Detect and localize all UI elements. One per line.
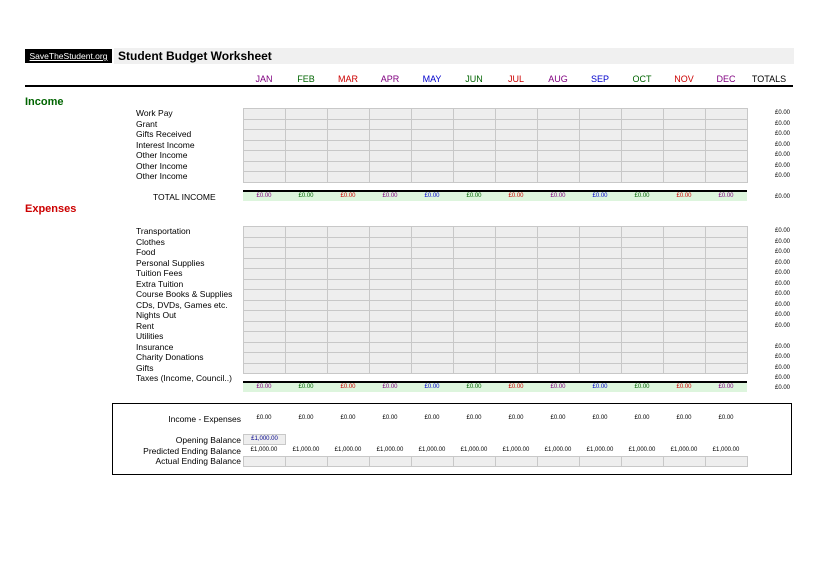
- net-value: £0.00: [382, 415, 398, 421]
- net-value: £0.00: [550, 415, 566, 421]
- expense-row-total: £0.00: [774, 343, 790, 350]
- predicted-balance-value: £1,000.00: [502, 447, 530, 453]
- expense-month-total: £0.00: [298, 384, 314, 390]
- expense-cell[interactable]: [453, 363, 496, 375]
- income-cell[interactable]: [369, 171, 412, 183]
- expense-cell[interactable]: [705, 363, 748, 375]
- expense-row-total: £0.00: [774, 259, 790, 266]
- month-header-jul: JUL: [507, 74, 524, 84]
- expense-row-total: £0.00: [774, 301, 790, 308]
- income-row-label: Other Income: [136, 171, 188, 181]
- income-cell[interactable]: [327, 171, 370, 183]
- expense-row-total: £0.00: [774, 238, 790, 245]
- expense-month-total: £0.00: [508, 384, 524, 390]
- net-value: £0.00: [592, 415, 608, 421]
- expense-cell[interactable]: [285, 363, 328, 375]
- income-row-total: £0.00: [774, 152, 790, 158]
- net-value: £0.00: [340, 415, 356, 421]
- actual-balance-cell[interactable]: [327, 456, 370, 467]
- expense-row-total: £0.00: [774, 354, 790, 360]
- expense-row-label: Nights Out: [136, 310, 177, 320]
- header-divider: [25, 85, 793, 87]
- income-row-total: £0.00: [774, 141, 790, 148]
- actual-balance-cell[interactable]: [537, 456, 580, 467]
- income-heading: Income: [25, 96, 64, 108]
- month-header-mar: MAR: [338, 74, 358, 84]
- net-value: £0.00: [298, 415, 314, 421]
- expense-month-total: £0.00: [466, 384, 482, 390]
- net-value: £0.00: [676, 415, 692, 421]
- predicted-balance-value: £1,000.00: [670, 447, 698, 453]
- net-value: £0.00: [466, 415, 482, 421]
- expense-row-total: £0.00: [774, 249, 790, 255]
- totals-header: TOTALS: [751, 74, 787, 84]
- income-row-label: Interest Income: [136, 139, 195, 150]
- predicted-balance-value: £1,000.00: [460, 447, 488, 453]
- expense-cell[interactable]: [327, 363, 370, 375]
- actual-balance-cell[interactable]: [411, 456, 454, 467]
- income-cell[interactable]: [243, 171, 286, 183]
- income-row-total: £0.00: [774, 131, 790, 137]
- actual-ending-balance-label: Actual Ending Balance: [155, 456, 241, 466]
- expense-month-total: £0.00: [340, 384, 356, 390]
- month-header-sep: SEP: [590, 74, 609, 84]
- net-value: £0.00: [256, 415, 272, 421]
- predicted-balance-value: £1,000.00: [712, 447, 740, 453]
- income-row-total: £0.00: [774, 173, 790, 179]
- income-month-total: £0.00: [676, 193, 692, 199]
- income-cell[interactable]: [663, 171, 706, 183]
- expense-cell[interactable]: [411, 363, 454, 375]
- income-cell[interactable]: [537, 171, 580, 183]
- page-title: Student Budget Worksheet: [118, 49, 272, 63]
- actual-balance-cell[interactable]: [243, 456, 286, 467]
- predicted-balance-value: £1,000.00: [628, 447, 656, 453]
- income-cell[interactable]: [579, 171, 622, 183]
- month-header-oct: OCT: [632, 74, 652, 84]
- income-month-total: £0.00: [592, 193, 608, 199]
- total-income-label: TOTAL INCOME: [153, 192, 216, 202]
- actual-balance-cell[interactable]: [621, 456, 664, 467]
- month-header-may: MAY: [422, 74, 442, 84]
- opening-balance-label: Opening Balance: [175, 435, 241, 445]
- month-header-nov: NOV: [674, 74, 694, 84]
- expense-month-total: £0.00: [634, 384, 650, 390]
- logo: SaveTheStudent.org: [25, 49, 112, 63]
- income-month-total: £0.00: [634, 193, 650, 199]
- income-cell[interactable]: [285, 171, 328, 183]
- month-header-jan: JAN: [255, 74, 273, 84]
- expenses-heading: Expenses: [25, 203, 77, 215]
- income-cell[interactable]: [411, 171, 454, 183]
- expense-row-label: Food: [136, 247, 156, 257]
- expense-grand-total: £0.00: [774, 385, 790, 391]
- net-value: £0.00: [718, 415, 734, 421]
- expense-month-total: £0.00: [424, 384, 440, 390]
- expense-month-total: £0.00: [718, 384, 734, 390]
- expense-row-label: Rent: [136, 320, 154, 331]
- month-header-jun: JUN: [465, 74, 483, 84]
- income-row-label: Other Income: [136, 150, 188, 160]
- expense-cell[interactable]: [537, 363, 580, 375]
- income-month-total: £0.00: [340, 193, 356, 199]
- actual-balance-cell[interactable]: [705, 456, 748, 467]
- income-cell[interactable]: [705, 171, 748, 183]
- predicted-balance-value: £1,000.00: [544, 447, 572, 453]
- expense-month-total: £0.00: [592, 384, 608, 390]
- net-value: £0.00: [634, 415, 650, 421]
- actual-balance-cell[interactable]: [369, 456, 412, 467]
- income-month-total: £0.00: [298, 193, 314, 199]
- income-cell[interactable]: [621, 171, 664, 183]
- expense-cell[interactable]: [579, 363, 622, 375]
- expense-month-total: £0.00: [256, 384, 272, 390]
- expense-row-label: Course Books & Supplies: [136, 289, 233, 299]
- income-row-total: £0.00: [774, 110, 790, 116]
- expense-row-label: Charity Donations: [136, 352, 204, 362]
- expense-row-label: Extra Tuition: [136, 278, 184, 289]
- income-row-label: Other Income: [136, 160, 188, 171]
- income-minus-expenses-label: Income - Expenses: [168, 414, 241, 424]
- income-grand-total: £0.00: [774, 194, 790, 200]
- expense-row-label: Insurance: [136, 341, 174, 352]
- expense-month-total: £0.00: [676, 384, 692, 390]
- expense-row-label: Transportation: [136, 226, 191, 236]
- expense-row-label: Gifts: [136, 362, 154, 373]
- expense-row-label: CDs, DVDs, Games etc.: [136, 299, 228, 310]
- income-month-total: £0.00: [466, 193, 482, 199]
- expense-row-label: Clothes: [136, 236, 165, 247]
- income-row-total: £0.00: [774, 120, 790, 127]
- expense-row-total: £0.00: [774, 322, 790, 329]
- predicted-balance-value: £1,000.00: [376, 447, 404, 453]
- predicted-balance-value: £1,000.00: [250, 447, 278, 453]
- income-month-total: £0.00: [718, 193, 734, 199]
- expense-month-total: £0.00: [550, 384, 566, 390]
- expense-row-total: £0.00: [774, 364, 790, 371]
- expense-row-label: Personal Supplies: [136, 257, 205, 268]
- income-cell[interactable]: [453, 171, 496, 183]
- expense-row-total: £0.00: [774, 312, 790, 318]
- predicted-balance-value: £1,000.00: [418, 447, 446, 453]
- expense-month-total: £0.00: [382, 384, 398, 390]
- expense-row-total: £0.00: [774, 375, 790, 381]
- income-row-label: Work Pay: [136, 108, 173, 118]
- actual-balance-cell[interactable]: [663, 456, 706, 467]
- expense-cell[interactable]: [369, 363, 412, 375]
- expense-cell[interactable]: [243, 363, 286, 375]
- month-header-feb: FEB: [297, 74, 315, 84]
- income-row-label: Gifts Received: [136, 129, 192, 139]
- opening-balance-input[interactable]: £1,000.00: [243, 434, 286, 445]
- actual-balance-cell[interactable]: [453, 456, 496, 467]
- month-header-apr: APR: [380, 74, 400, 84]
- expense-cell[interactable]: [621, 363, 664, 375]
- income-month-total: £0.00: [550, 193, 566, 199]
- month-header-aug: AUG: [548, 74, 568, 84]
- predicted-balance-value: £1,000.00: [334, 447, 362, 453]
- expense-cell[interactable]: [495, 363, 538, 375]
- actual-balance-cell[interactable]: [495, 456, 538, 467]
- income-month-total: £0.00: [424, 193, 440, 199]
- income-row-label: Grant: [136, 118, 158, 129]
- income-month-total: £0.00: [256, 193, 272, 199]
- predicted-balance-value: £1,000.00: [292, 447, 320, 453]
- predicted-ending-balance-label: Predicted Ending Balance: [143, 446, 241, 456]
- predicted-balance-value: £1,000.00: [586, 447, 614, 453]
- actual-balance-cell[interactable]: [579, 456, 622, 467]
- expense-cell[interactable]: [663, 363, 706, 375]
- expense-row-label: Utilities: [136, 331, 164, 341]
- expense-row-total: £0.00: [774, 270, 790, 276]
- income-cell[interactable]: [495, 171, 538, 183]
- net-value: £0.00: [424, 415, 440, 421]
- month-header-dec: DEC: [716, 74, 736, 84]
- expense-row-total: £0.00: [774, 228, 790, 234]
- actual-balance-cell[interactable]: [285, 456, 328, 467]
- net-value: £0.00: [508, 415, 524, 421]
- income-month-total: £0.00: [382, 193, 398, 199]
- expense-row-label: Tuition Fees: [136, 268, 183, 278]
- expense-row-total: £0.00: [774, 280, 790, 287]
- income-row-total: £0.00: [774, 162, 790, 169]
- expense-row-total: £0.00: [774, 291, 790, 297]
- expense-row-label: Taxes (Income, Council..): [136, 373, 232, 383]
- income-month-total: £0.00: [508, 193, 524, 199]
